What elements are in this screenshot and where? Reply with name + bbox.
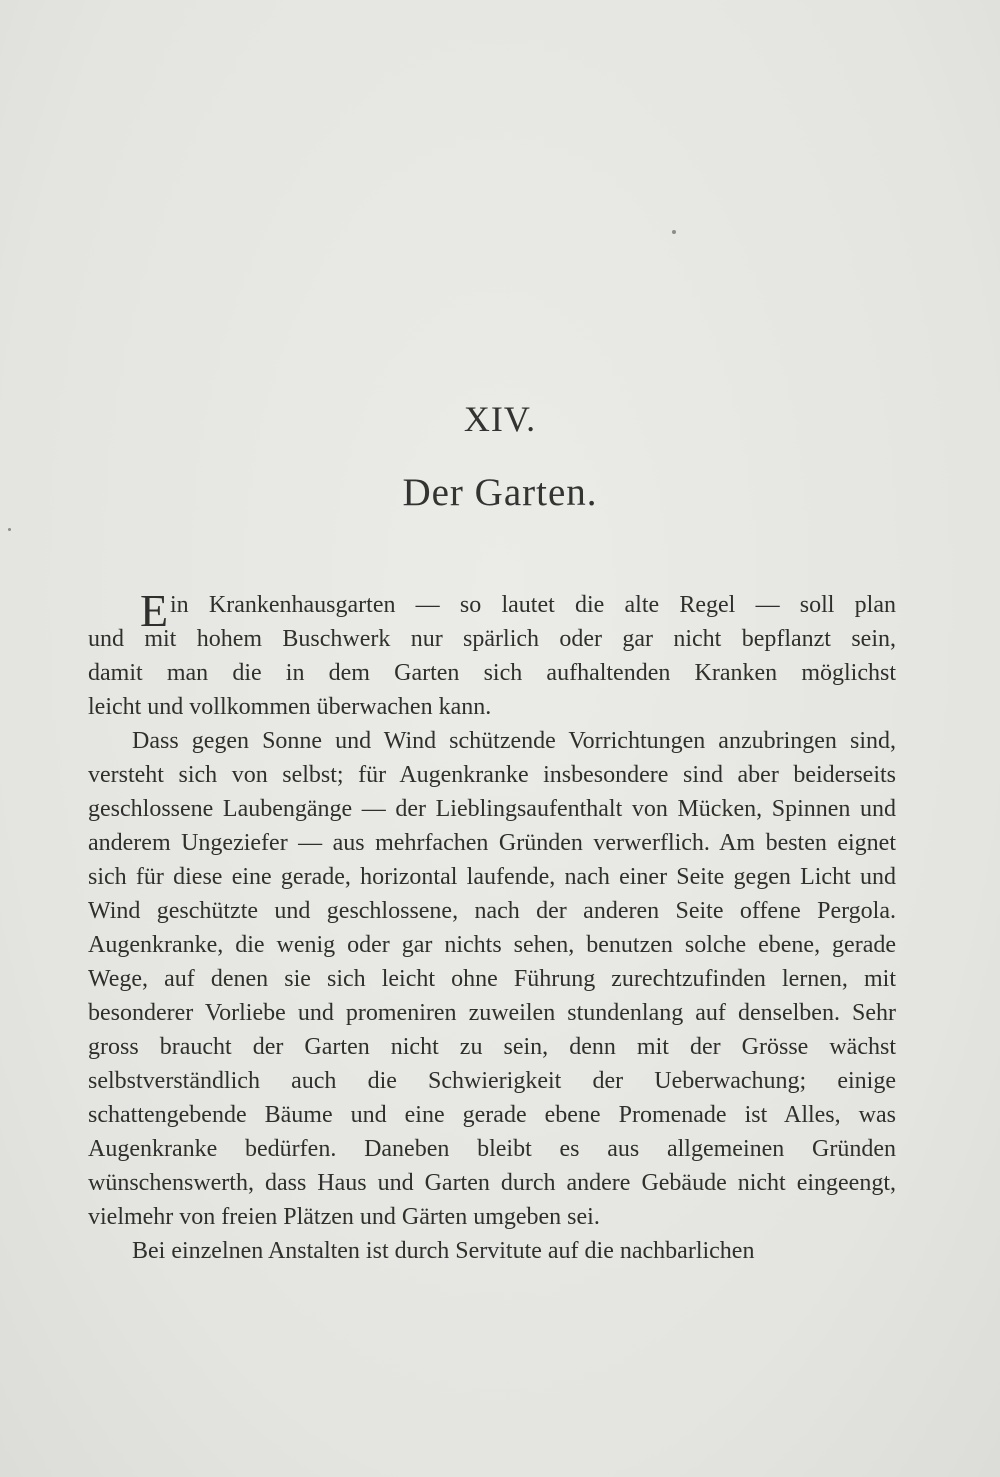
chapter-title: Der Garten. xyxy=(402,471,598,514)
body-text xyxy=(88,585,896,1268)
chapter-number: XIV. xyxy=(463,399,537,439)
paragraph-line: leicht und vollkommen überwachen kann. xyxy=(88,694,492,720)
paragraph-line: und mit hohem Buschwerk nur spärlich oder gar nicht bepflanzt sein, xyxy=(88,626,896,652)
paragraph: Dass gegen Sonne und Wind schützende Vorrichtungen anzubringen sind, versteht sich von selbst; für Augenkranke insbesondere sind aber beiderseits geschlossene Laubengänge — der Lieblingsaufenthalt von Mücken, Spinnen und anderem Ungeziefer — aus mehrfachen Gründen verwerflich. Am besten eignet sich für diese eine gerade, horizontal laufende, nach einer Seite gegen Licht und Wind geschützte und geschlossene, nach der anderen Seite offene Pergola. Augenkranke, die wenig oder gar nichts sehen, benutzen solche ebene, gerade Wege, auf denen sie sich leicht ohne Führung zurechtzufinden lernen, mit besonderer Vorliebe und promeniren zuweilen stundenlang auf denselben. Sehr gross braucht der Garten nicht zu sein, denn mit der Grösse wächst selbstverständlich auch die Schwierigkeit der Ueberwachung; einige schattengebende Bäume und eine gerade ebene Promenade ist Alles, was Augenkranke bedürfen. Daneben bleibt es aus allgemeinen Gründen wünschenswerth, dass Haus und Garten durch andere Gebäude nicht eingeengt, vielmehr von freien Plätzen und Gärten umgeben sei. xyxy=(88,728,896,1230)
print-speck xyxy=(672,230,676,234)
print-speck xyxy=(8,528,11,531)
first-paragraph xyxy=(88,585,896,724)
paragraph: Bei einzelnen Anstalten ist durch Servitute auf die nachbarlichen xyxy=(132,1238,755,1264)
paragraph-line: in Krankenhausgarten — so lautet die alte Regel — soll plan xyxy=(170,592,896,618)
drop-cap: E xyxy=(140,585,169,636)
paragraph-line: damit man die in dem Garten sich aufhaltenden Kranken möglichst xyxy=(88,660,896,686)
